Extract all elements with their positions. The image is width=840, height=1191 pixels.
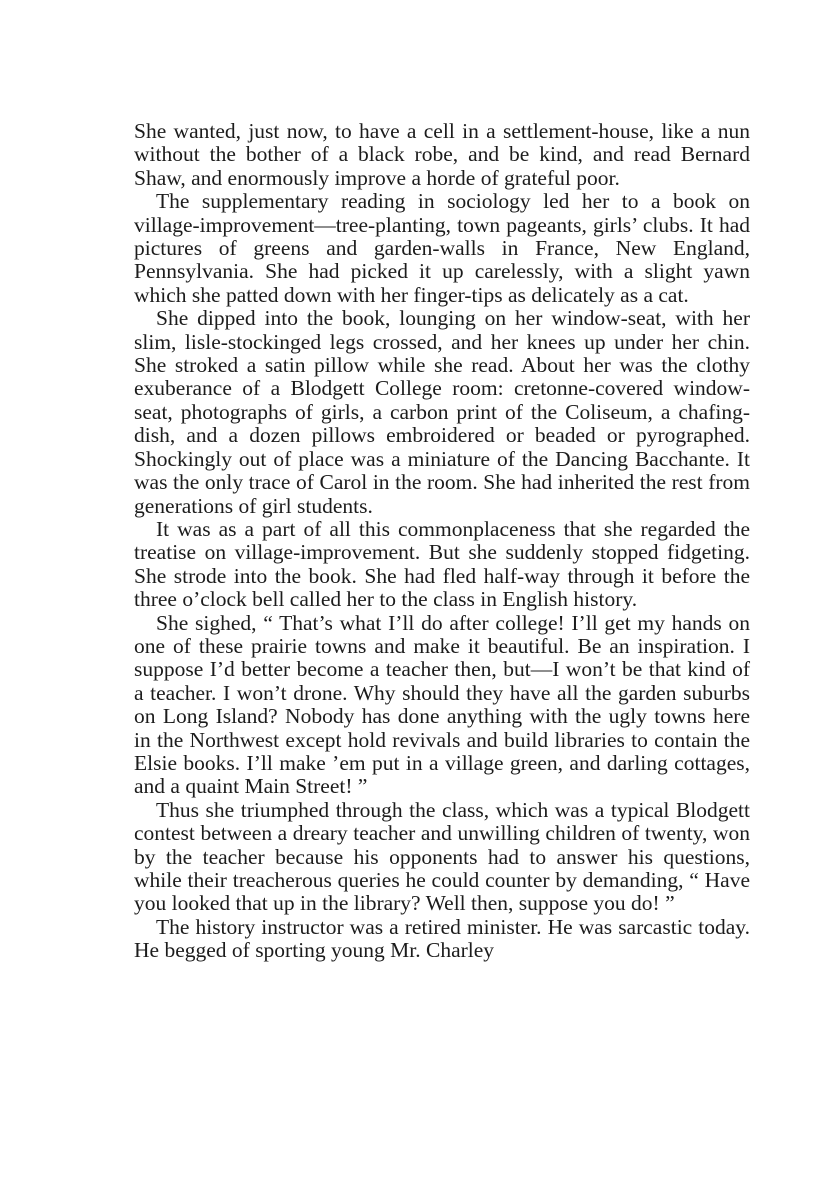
paragraph: She sighed, “ That’s what I’ll do after college! I’ll get my hands on one of these prairie towns and make it beautiful. Be an inspiration. I suppose I’d better become a teacher then, but—I won’t be that kind of a teacher. I won’t drone. Why should they have all the garden suburbs on Long Island? Nobody has done anything with the ugly towns here in the Northwest except hold revivals and build libraries to contain the Elsie books. I’ll make ’em put in a village green, and darling cottages, and a quaint Main Street! ”	[134, 610, 750, 799]
paragraph: She wanted, just now, to have a cell in a settlement-house, like a nun without the bother of a black robe, and be kind, and read Bernard Shaw, and enormously improve a horde of grateful poor.	[134, 119, 750, 190]
body-text	[134, 120, 750, 963]
paragraph: She dipped into the book, lounging on her window-seat, with her slim, lisle-stockinged legs crossed, and her knees up under her chin. She stroked a satin pillow while she read. About her was the clothy exuberance of a Blodgett College room: cretonne-covered window-seat, photographs of girls, a carbon print of the Coliseum, a chafing-dish, and a dozen pillows embroidered or beaded or pyrographed. Shockingly out of place was a miniature of the Dancing Bacchante. It was the only trace of Carol in the room. She had inherited the rest from generations of girl students.	[134, 306, 750, 518]
paragraph: The history instructor was a retired minister. He was sarcastic today. He begged of sporting young Mr. Charley	[134, 914, 750, 963]
paragraph: It was as a part of all this commonplaceness that she regarded the treatise on village-improvement. But she suddenly stopped fidgeting. She strode into the book. She had fled half-way through it before the three o’clock bell called her to the class in English history.	[134, 516, 750, 612]
paragraph: The supplementary reading in sociology led her to a book on village-improvement—tree-planting, town pageants, girls’ clubs. It had pictures of greens and garden-walls in France, New England, Pennsylvania. She had picked it up carelessly, with a slight yawn which she patted down with her finger-tips as delicately as a cat.	[134, 189, 750, 307]
paragraph: Thus she triumphed through the class, which was a typical Blodgett contest between a dreary teacher and unwilling children of twenty, won by the teacher because his opponents had to answer his questions, while their treacherous queries he could counter by demanding, “ Have you looked that up in the library? Well then, suppose you do! ”	[134, 797, 750, 916]
